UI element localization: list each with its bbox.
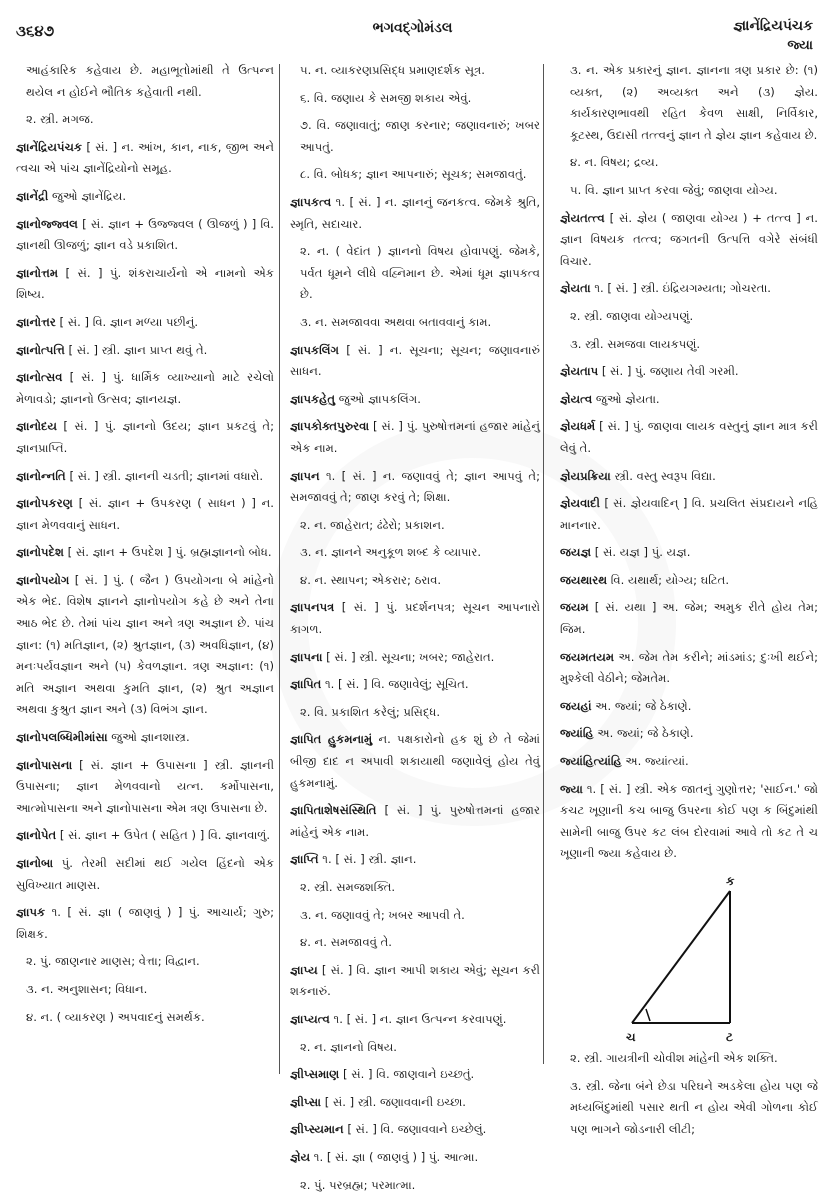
- dictionary-entry: [560, 751, 818, 773]
- headword: જ્ઞાપન: [290, 468, 320, 483]
- entry-sense: [290, 515, 540, 537]
- dictionary-entry: [16, 263, 274, 306]
- headword: જ્ઞાનોબા: [16, 856, 54, 870]
- column-right: [560, 60, 818, 1146]
- definition-text: [ સં. જ્ઞાન + ઉજ્જ્વલ ( ઊજળું ) ] વિ. જ્ઞાનથી ઊજળું; જ્ઞાન વડે પ્રકાશિત.: [16, 216, 274, 253]
- entry-sense: [290, 877, 540, 899]
- entry-sense: [290, 905, 540, 927]
- definition-text: ૧. [ સં. ] ન. જણાવવું તે; જ્ઞાન આપવું તે; સમજાવવું તે; જાણ કરવું તે; શિક્ષા.: [290, 468, 540, 505]
- headword: જ્ઞાનોપકરણ: [16, 496, 73, 511]
- definition-text: પું. તેરમી સદીમાં થઈ ગયેલ હિંદનો એક સુવિખ્યાત માણસ.: [16, 856, 275, 892]
- definition-text: ૨. પું. પરબ્રહ્મ; પરમાત્મા.: [300, 1177, 416, 1192]
- definition-text: ૩. ન. જણાવવું તે; ખબર આપવી તે.: [300, 907, 465, 922]
- definition-text: [ સં. ] ન. સૂચના; સૂચન; જણાવનારું સાધન.: [290, 342, 541, 379]
- definition-text: ૧. [ સં. જ્ઞા ( જાણવું ) ] પું. આત્મા.: [313, 1149, 479, 1164]
- definition-text: આહંકારિક કહેવાય છે. મહાભૂતોમાંથી તે ઉત્પન્ન થયેલ ન હોઈને ભૌતિક કહેવાતી નથી.: [26, 63, 274, 99]
- entry-sense: [560, 152, 818, 174]
- dictionary-entry: [290, 729, 540, 794]
- definition-text: [ સં. ] પું. શંકરાચાર્યનો એ નામનો એક શિષ્ય.: [16, 265, 274, 302]
- headword: જ્ઞાનોન્નતિ: [16, 468, 66, 483]
- definition-text: [ સં. ] પું. જાણવા લાયક વસ્તુનું જ્ઞાન માત્ર કરી લેવું તે.: [560, 419, 818, 455]
- headword: જ્ઞાનોત્પત્તિ: [16, 342, 65, 357]
- definition-text: [ સં. જ્ઞેયવાદિન્ ] વિ. પ્રચલિત સંપ્રદાયને નહિ માનનાર.: [560, 496, 818, 532]
- dictionary-entry: [560, 723, 818, 745]
- entry-sense: [290, 932, 540, 954]
- dictionary-entry: [290, 416, 540, 459]
- headword: જ્ઞેયતા: [560, 281, 591, 296]
- headword: જ્ઞાપક: [16, 905, 46, 920]
- dictionary-entry: [16, 367, 274, 410]
- entry-sense: [290, 1037, 540, 1059]
- entry-sense: [560, 334, 818, 356]
- headword: જ્ઞેયતાપ: [560, 364, 599, 379]
- definition-text: ૫. વિ. જ્ઞાન પ્રાપ્ત કરવા જેવું; જાણવા યોગ્ય.: [570, 182, 778, 197]
- triangle-diagram: [560, 871, 818, 1046]
- definition-text: ૪. ન. સ્થાપન; એકરાર; ઠરાવ.: [300, 572, 442, 587]
- dictionary-entry: [16, 902, 274, 945]
- definition-text: [ સં. જ્ઞાન + ઉપદેશ ] પું. બ્રહ્મજ્ઞાનનો બોધ.: [67, 545, 272, 560]
- definition-text: સ્ત્રી. વસ્તુ સ્વરૂપ વિદ્યા.: [614, 468, 716, 483]
- headword: જ્ઞાપનપત્ર: [290, 600, 335, 615]
- dictionary-entry: [560, 696, 818, 718]
- definition-text: [ સં. જ્ઞાન + ઉપાસના ] સ્ત્રી. જ્ઞાનની ઉપાસના; જ્ઞાન મેળવવાનો યત્ન. કર્મોપાસના, આત્મોપાસના અને જ્ઞાનોપાસના એમ ત્રણ ઉપાસના છે.: [16, 757, 275, 815]
- right-triangle-icon: [560, 871, 818, 1046]
- entry-sense: [290, 570, 540, 592]
- headword: જ્ઞાનોજ્જ્વલ: [16, 216, 78, 231]
- definition-text: [ સં. ] સ્ત્રી. જણાવવાની ઇચ્છા.: [324, 1094, 466, 1109]
- headword: જયજ્ઞ: [560, 545, 592, 560]
- definition-text: ૧. [ સં. ] ન. જ્ઞાન ઉત્પન્ન કરવાપણું.: [333, 1011, 507, 1026]
- definition-text: [ સં. જ્ઞેય ( જાણવા યોગ્ય ) + તત્ત્વ ] ન. જ્ઞાન વિષયક તત્ત્વ; જગતની ઉત્પત્તિ વગેરે સંબંધી વિચાર.: [560, 210, 818, 268]
- headword: જ્ઞીપ્સમાણ: [290, 1067, 340, 1082]
- definition-text: [ સં. ] ન. આંખ, કાન, નાક, જીભ અને ત્વચા એ પાંચ જ્ઞાનેંદ્રિયોનો સમૂહ.: [16, 139, 274, 176]
- headword: જયહાં: [560, 698, 592, 713]
- entry-sense: [560, 1076, 818, 1141]
- page-number: ૩૬૪૭: [16, 22, 55, 40]
- dictionary-entry: [560, 389, 818, 411]
- dictionary-entry: [560, 208, 818, 273]
- definition-text: ૫. ન. વ્યાકરણપ્રસિદ્ધ પ્રમાણદર્શક સૂત્ર.: [300, 63, 485, 77]
- definition-text: [ સં. યથા ] અ. જેમ; અમુક રીતે હોય તેમ; જિમ.: [560, 600, 819, 637]
- definition-text: [ સં. ] સ્ત્રી. સૂચના; ખબર; જાહેરાત.: [326, 649, 495, 664]
- dictionary-entry: [560, 570, 818, 592]
- headword: જ્ઞાનોપદેશ: [16, 545, 64, 560]
- dictionary-entry: [16, 542, 274, 564]
- dictionary-entry: [16, 570, 274, 721]
- dictionary-entry: [560, 779, 818, 865]
- dictionary-entry: [290, 1009, 540, 1031]
- definition-text: ૩. ન. સમજાવવા અથવા બતાવવાનું કામ.: [300, 314, 492, 329]
- definition-text: જુઓ જ્ઞાનેંદ્રિય.: [51, 188, 127, 203]
- dictionary-entry: [16, 312, 274, 334]
- entry-sense: [16, 951, 274, 973]
- definition-text: ૨. ન. જ્ઞાનનો વિષય.: [300, 1039, 397, 1054]
- definition-text: ૭. વિ. જણાવાતું; જાણ કરનાર; જણાવનારું; ખબર આપતું.: [300, 118, 540, 154]
- definition-text: [ સં. ] સ્ત્રી. જ્ઞાનની ચડતી; જ્ઞાનમાં વધારો.: [69, 468, 264, 483]
- column-left: [16, 60, 274, 1034]
- definition-text: ૧. [ સં. જ્ઞા ( જાણવું ) ] પું. આચાર્ય; ગુરુ; શિક્ષક.: [16, 905, 275, 941]
- dictionary-entry: [290, 1092, 540, 1114]
- definition-text: ૩. ન. જ્ઞાનને અનુકૂળ શબ્દ કે વ્યાપાર.: [300, 545, 482, 560]
- headword: જયમતયમ: [560, 649, 615, 664]
- entry-sense: [560, 180, 818, 202]
- definition-text: અ. જ્યાં; જે ઠેકાણે.: [595, 698, 692, 713]
- dictionary-entry: [16, 755, 274, 820]
- definition-text: ૨. વિ. પ્રકાશિત કરેલું; પ્રસિદ્ધ.: [300, 704, 441, 719]
- entry-sense: [290, 164, 540, 186]
- headword: જ્યા: [560, 781, 583, 796]
- headword: જ્ઞાનોપલબ્ધિમીમાંસા: [16, 730, 108, 745]
- guide-word-last: જ્યા: [787, 38, 813, 53]
- headword: જ્ઞેય: [290, 1149, 311, 1164]
- headword: જયથારથ: [560, 572, 608, 587]
- definition-text: ૨. સ્ત્રી. જાણવા યોગ્યપણું.: [570, 308, 694, 323]
- dictionary-entry: [290, 1147, 540, 1169]
- dictionary-entry: [290, 597, 540, 640]
- dictionary-entry: [290, 647, 540, 669]
- headword: જ્ઞાનેંદ્રી: [16, 188, 49, 203]
- entry-sense: [290, 542, 540, 564]
- definition-text: જુઓ જ્ઞેયતા.: [595, 391, 660, 406]
- headword: જ્ઞીપ્સા: [290, 1094, 321, 1109]
- column-middle: [290, 60, 540, 1202]
- entry-sense: [290, 702, 540, 724]
- definition-text: [ સં. ] વિ. જાણવાને ઇચ્છતું.: [342, 1067, 475, 1082]
- vertex-label-top: ક: [726, 874, 735, 888]
- headword: જ્ઞેયત્વ: [560, 391, 593, 406]
- definition-text: [ સં. ] સ્ત્રી. જ્ઞાન પ્રાપ્ત થવું તે.: [68, 342, 208, 357]
- dictionary-entry: [290, 800, 540, 843]
- dictionary-entry: [560, 597, 818, 640]
- definition-text: [ સં. ] પું. ધાર્મિક વ્યાખ્યાનો માટે રચેલો મેળાવડો; જ્ઞાનનો ઉત્સવ; જ્ઞાનયજ્ઞ.: [16, 370, 275, 406]
- definition-text: ૩. ન. અનુશાસન; વિધાન.: [26, 981, 148, 996]
- dictionary-entry: [16, 137, 274, 180]
- headword: જ્ઞાપકહેતુ: [290, 391, 336, 406]
- dictionary-entry: [16, 466, 274, 488]
- entry-sense: [290, 60, 540, 82]
- dictionary-entry: [290, 340, 540, 383]
- definition-text: ૨. પું. જાણનાર માણસ; વેત્તા; વિદ્વાન.: [26, 954, 200, 969]
- dictionary-entry: [290, 1119, 540, 1141]
- definition-text: [ સં. ] પું. પુરુષોત્તમનાં હજાર માંહેનું એક નામ.: [290, 419, 541, 455]
- dictionary-entry: [560, 493, 818, 536]
- definition-text: ૧. [ સં. ] સ્ત્રી. ઇંદ્રિયગમ્યતા; ગોચરતા.: [594, 281, 771, 296]
- entry-sense: [290, 115, 540, 158]
- definition-text: ૩. સ્ત્રી. સમજવા લાયકપણું.: [570, 336, 701, 351]
- headword: જ્ઞેયધર્મ: [560, 419, 596, 434]
- dictionary-entry: [290, 466, 540, 509]
- definition-text: ન. પક્ષકારોનો હક શું છે તે જેમાં બીજી દાદ ન અપાવી શકાયાથી જણાવેલું હોય તેવું હુકમનામું.: [290, 732, 540, 790]
- definition-text: ૧. [ સં. ] સ્ત્રી. જ્ઞાન.: [322, 852, 417, 867]
- definition-text: ૬. વિ. જણાય કે સમજી શકાય એવું.: [300, 90, 472, 105]
- definition-text: જુઓ જ્ઞાનશાસ્ત્ર.: [111, 730, 190, 745]
- dictionary-entry: [560, 361, 818, 383]
- headword: જ્ઞેયપ્રક્રિયા: [560, 468, 611, 483]
- definition-text: [ સં. ] પું. જ્ઞાનનો ઉદય; જ્ઞાન પ્રકટવું તે; જ્ઞાનપ્રાપ્તિ.: [16, 419, 274, 455]
- dictionary-entry: [290, 192, 540, 235]
- definition-text: ૨. ન. ( વેદાંત ) જ્ઞાનનો વિષય હોવાપણું. જેમકે, પર્વત ધૂમને લીધે વહ્નિમાન છે. એમાં ધૂમ જ્ઞાપકત્વ છે.: [300, 244, 540, 302]
- headword: જ્ઞાનોત્સવ: [16, 370, 63, 385]
- entry-sense: [290, 312, 540, 334]
- headword: જ્યાંહિત્યાંહિ: [560, 754, 622, 769]
- definition-text: ૩. સ્ત્રી. જેના બંને છેડા પરિઘને અડકેલા હોય પણ જે મધ્યબિંદુમાંથી પસાર થતી ન હોય એવી ગોળના કોઈ પણ ભાગને જોડનારી લીટી;: [570, 1078, 818, 1136]
- definition-text: [ સં. ] વિ. જણાવવાને ઇચ્છેલું.: [347, 1122, 487, 1137]
- definition-text: [ સં. ] પું. પ્રદર્શનપત્ર; સૂચન આપનારો કાગળ.: [290, 600, 540, 637]
- vertex-label-bottom-right: ટ: [726, 1030, 733, 1044]
- headword: જ્ઞાનોત્તમ: [16, 265, 59, 280]
- dictionary-entry: [16, 493, 274, 536]
- definition-text: અ. જેમ તેમ કરીને; માંડમાંડ; દુઃખી થઈને; મુશ્કેલી વેઠીને; જેમતેમ.: [560, 649, 818, 686]
- dictionary-entry: [560, 466, 818, 488]
- dictionary-entry: [16, 853, 274, 896]
- entry-sense: [560, 1048, 818, 1070]
- column-divider: [543, 64, 544, 1064]
- dictionary-entry: [290, 389, 540, 411]
- entry-sense: [290, 1175, 540, 1197]
- entry-sense: [290, 241, 540, 306]
- definition-text: ૮. વિ. બોધક; જ્ઞાન આપનારું; સૂચક; સમજાવતું.: [300, 167, 527, 182]
- definition-text: ૨. સ્ત્રી. મગજ.: [26, 112, 94, 127]
- dictionary-entry: [16, 186, 274, 208]
- headword: જ્ઞેયતત્ત્વ: [560, 210, 605, 225]
- dictionary-entry: [16, 825, 274, 847]
- dictionary-entry: [16, 214, 274, 257]
- headword: જ્ઞાપ્તિ: [290, 852, 319, 867]
- guide-word-first: જ્ઞાનેંદ્રિયપંચક: [733, 18, 813, 34]
- definition-text: [ સં. ] પું. જણાય તેવી ગરમી.: [601, 364, 739, 379]
- entry-sense: [16, 109, 274, 131]
- definition-text: ૪. ન. વિષય; દ્રવ્ય.: [570, 155, 659, 170]
- dictionary-entry: [560, 278, 818, 300]
- dictionary-entry: [290, 1064, 540, 1086]
- headword: જ્ઞાપિત: [290, 677, 322, 692]
- headword: જ્ઞાનોદય: [16, 419, 57, 434]
- dictionary-entry: [290, 849, 540, 871]
- definition-text: ૩. ન. એક પ્રકારનું જ્ઞાન. જ્ઞાનના ત્રણ પ્રકાર છે: (૧) વ્યક્ત, (૨) અવ્યક્ત અને (૩) જ્ઞેય. કાર્યકારણભાવથી રહિત કેવળ સાક્ષી, નિર્વિકાર, કૂટસ્થ, ઉદાસી તત્ત્વનું જ્ઞાન તે જ્ઞેય જ્ઞાન કહેવાય છે.: [570, 63, 818, 142]
- dictionary-entry: [290, 960, 540, 1003]
- definition-text: ૪. ન. સમજાવવું તે.: [300, 935, 392, 950]
- definition-text: ૧. [ સં. ] ન. જ્ઞાનનું જનકત્વ. જેમકે શ્રુતિ, સ્મૃતિ, સદાચાર.: [290, 194, 541, 231]
- entry-sense: [290, 88, 540, 110]
- headword: જયમ: [560, 600, 589, 615]
- headword: જ્ઞાપકોક્તપુરુરવા: [290, 419, 370, 434]
- definition-text: ૧. [ સં. ] વિ. જણાવેલું; સૂચિત.: [324, 677, 469, 692]
- entry-sense: [560, 306, 818, 328]
- definition-text: [ સં. ] વિ. જ્ઞાન આપી શકાય એવું; સૂચન કરી શકનારું.: [290, 962, 540, 999]
- definition-text: [ સં. જ્ઞાન + ઉપેત ( સહિત ) ] વિ. જ્ઞાનવાળું.: [59, 828, 271, 843]
- headword: જ્ઞાપ્ય: [290, 962, 318, 977]
- headword: જ્ઞાપિત હુકમનામું: [290, 732, 373, 747]
- headword: જ્ઞાપકત્વ: [290, 194, 332, 209]
- headword: જ્ઞાનોપાસના: [16, 757, 73, 772]
- definition-text: ૨. સ્ત્રી. ગાયત્રીની ચોવીશ માંહેની એક શક્તિ.: [570, 1051, 778, 1065]
- headword: જ્ઞાપના: [290, 649, 323, 664]
- page-header: [0, 0, 825, 52]
- entry-sense: [16, 979, 274, 1001]
- entry-sense: [560, 60, 818, 146]
- dictionary-entry: [16, 727, 274, 749]
- definition-text: અ. જ્યાંત્યાં.: [625, 754, 689, 769]
- headword: જ્ઞાનોપેત: [16, 828, 57, 843]
- entry-sense: [16, 1007, 274, 1029]
- definition-text: ૨. સ્ત્રી. સમજશક્તિ.: [300, 880, 396, 894]
- definition-text: અ. જ્યાં; જે ઠેકાણે.: [597, 726, 694, 741]
- headword: જ્ઞેયવાદી: [560, 496, 600, 511]
- dictionary-entry: [16, 340, 274, 362]
- definition-text: વિ. યથાર્થ; યોગ્ય; ઘટિત.: [610, 572, 730, 587]
- dictionary-entry: [560, 542, 818, 564]
- headword: જ્યાંહિ: [560, 726, 594, 741]
- dictionary-entry: [290, 674, 540, 696]
- vertex-label-bottom-left: ચ: [626, 1030, 636, 1044]
- headword: જ્ઞાપિતાશેષસંસ્થિતિ: [290, 803, 377, 818]
- headword: જ્ઞાનેંદ્રિયપંચક: [16, 139, 83, 154]
- definition-text: ૨. ન. જાહેરાત; ઢંઢેરો; પ્રકાશન.: [300, 517, 445, 532]
- headword: જ્ઞાપકલિંગ: [290, 342, 340, 357]
- definition-text: [ સં. ] વિ. જ્ઞાન મળ્યા પછીનું.: [59, 314, 199, 329]
- definition-text: જુઓ જ્ઞાપકલિંગ.: [338, 391, 421, 406]
- definition-text: [ સં. ] પું. ( જૈન ) ઉપયોગના બે માંહેનો એક ભેદ. વિશેષ જ્ઞાનને જ્ઞાનોપયોગ કહે છે અને તેના આઠ ભેદ છે. તેમાં પાંચ જ્ઞાન અને ત્રણ અજ્ઞાન છે. પાંચ જ્ઞાન: (૧) મતિજ્ઞાન, (૨) શ્રુતજ્ઞાન, (૩) અવધિજ્ઞાન, (૪) મનઃપર્યવજ્ઞાન અને (૫) કેવળજ્ઞાન. ત્રણ અજ્ઞાન: (૧) મતિ અજ્ઞાન અથવા કુમતિ જ્ઞાન, (૨) શ્રુત અજ્ઞાન અથવા કુશ્રુત જ્ઞાન અને (૩) વિભંગ જ્ઞાન.: [16, 572, 274, 717]
- dictionary-entry: [16, 416, 274, 459]
- definition-text: ૪. ન. ( વ્યાકરણ ) અપવાદનું સમર્થક.: [26, 1009, 205, 1024]
- headword: જ્ઞાનોત્તર: [16, 314, 56, 329]
- page-title: ભગવદ્ગોમંડલ: [372, 20, 453, 36]
- definition-text: [ સં. ] પું. પુરુષોત્તમનાં હજાર માંહેનું એક નામ.: [290, 803, 541, 839]
- headword: જ્ઞાપ્યત્વ: [290, 1011, 330, 1026]
- definition-text: [ સં. યજ્ઞ ] પું. યજ્ઞ.: [594, 545, 691, 560]
- entry-sense: [16, 60, 274, 103]
- headword: જ્ઞાનોપયોગ: [16, 572, 70, 587]
- column-divider: [279, 64, 280, 1074]
- headword: જ્ઞીપ્સ્યમાન: [290, 1122, 344, 1137]
- dictionary-entry: [560, 416, 818, 459]
- definition-text: ૧. [ સં. ] સ્ત્રી. એક જાતનું ગુણોત્તર; 'સાઈન.' જો કચટ ખૂણાની કચ બાજુ ઉપરના કોઈ પણ ક બિંદુમાંથી સામેની બાજુ ઉપર કટ લંબ દોરવામાં આવે તો કટ તે ચ ખૂણાની જ્યા કહેવાય છે.: [560, 781, 819, 861]
- dictionary-entry: [560, 647, 818, 690]
- definition-text: [ સં. જ્ઞાન + ઉપકરણ ( સાધન ) ] ન. જ્ઞાન મેળવવાનું સાધન.: [16, 496, 274, 532]
